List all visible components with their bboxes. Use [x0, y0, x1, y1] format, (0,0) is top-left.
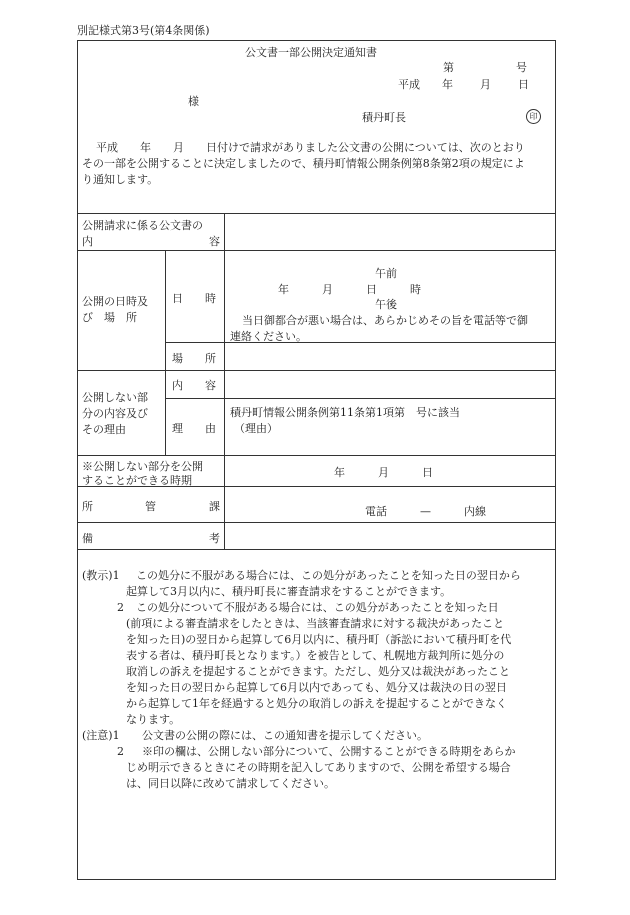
chui-2-num: 2 [117, 745, 124, 758]
row6-label-b: 考 [209, 532, 220, 545]
row2-gogo: 午後 [375, 298, 397, 311]
number-go: 号 [516, 61, 527, 74]
table-top-border [77, 213, 556, 214]
row2-label-line2: び 場 所 [82, 311, 137, 324]
row2-label-line1: 公開の日時及 [82, 295, 148, 308]
row4-date: 年 月 日 [334, 466, 433, 479]
kyouji-1-line1: この処分に不服がある場合には、この処分があったことを知った日の翌日から [136, 569, 521, 582]
chui-2-line2: じめ明示できるときにその時期を記入してありますので、公開を希望する場合 [126, 761, 511, 774]
table-bottom-border [77, 549, 556, 550]
date-month: 月 [480, 78, 491, 91]
row3-sub-content: 内 容 [172, 379, 216, 392]
row2-sub-place: 場 所 [172, 352, 216, 365]
number-dai: 第 [443, 61, 454, 74]
date-year: 年 [442, 78, 453, 91]
table-col-divider [224, 213, 225, 549]
row3-reason-line1: 積丹町情報公開条例第11条第1項第 号に該当 [230, 406, 460, 419]
row3-label-line1: 公開しない部 [82, 391, 148, 404]
row2-sub-datetime: 日 時 [172, 292, 216, 305]
row-divider-2a [165, 342, 556, 343]
intro-line-2: その一部を公開することに決定しましたので、積丹町情報公開条例第8条第2項の規定によ [82, 157, 525, 170]
row1-label-line1: 公開請求に係る公文書の [82, 219, 203, 232]
row2-note-line1: 当日御都合が悪い場合は、あらかじめその旨を電話等で御 [242, 314, 528, 327]
row-divider-5 [77, 522, 556, 523]
row-divider-3 [77, 455, 556, 456]
row-divider-1 [77, 250, 556, 251]
kyouji-2-line1: この処分について不服がある場合には、この処分があったことを知った日 [136, 601, 499, 614]
kyouji-2-line6: を知った日の翌日から起算して6月以内であっても、処分又は裁決の日の翌日 [126, 681, 507, 694]
kyouji-label: (教示)1 [82, 569, 120, 582]
row2-date-line: 年 月 日 時 [278, 283, 421, 296]
kyouji-2-line3: を知った日)の翌日から起算して6月以内に、積丹町（訴訟において積丹町を代 [126, 633, 512, 646]
kyouji-2-line5: 取消しの訴えを提起することができます。ただし、処分又は裁決があったこと [126, 665, 511, 678]
row5-label-c: 課 [209, 500, 220, 513]
row1-label-line2a: 内 [82, 235, 93, 248]
kyouji-2-line8: なります。 [126, 713, 181, 726]
kyouji-2-line2: (前項による審査請求をしたときは、当該審査請求に対する裁決があったこと [126, 617, 505, 630]
intro-line-1: 平成 年 月 日付けで請求がありました公文書の公開については、次のとおり [96, 141, 525, 154]
row3-label-line3: その理由 [82, 423, 126, 436]
kyouji-1-line2: 起算して3月以内に、積丹町長に審査請求をすることができます。 [126, 585, 452, 598]
row6-label-a: 備 [82, 532, 93, 545]
row4-label-line1: ※公開しない部分を公開 [82, 460, 203, 473]
row5-label-b: 管 [145, 500, 156, 513]
row1-label-line2b: 容 [209, 235, 220, 248]
row2-note-line2: 連絡ください。 [230, 330, 307, 343]
seal-stamp: 印 [526, 109, 541, 124]
row5-tel: 電話 — 内線 [365, 505, 486, 518]
chui-label: (注意)1 [82, 729, 120, 742]
row-divider-3a [165, 398, 556, 399]
document-title: 公文書一部公開決定通知書 [245, 46, 377, 59]
row2-gozen: 午前 [375, 267, 397, 280]
row5-label-a: 所 [82, 500, 93, 513]
kyouji-2-line7: から起算して1年を経過すると処分の取消しの訴えを提起することができなく [126, 697, 507, 710]
date-day: 日 [518, 78, 529, 91]
date-heisei: 平成 [398, 78, 420, 91]
chui-2-line1: ※印の欄は、公開しない部分について、公開することができる時期をあらか [142, 745, 516, 758]
row3-sub-reason: 理 由 [172, 422, 216, 435]
subcol-divider [165, 250, 166, 455]
chui-2-line3: は、同日以降に改めて請求してください。 [126, 777, 335, 790]
row4-label-line2: することができる時期 [82, 474, 192, 487]
addressee-sama: 様 [188, 95, 199, 108]
chui-1-line1: 公文書の公開の際には、この通知書を提示してください。 [142, 729, 428, 742]
kyouji-2-num: 2 [117, 601, 124, 614]
mayor-name: 積丹町長 [362, 111, 406, 124]
form-label: 別記様式第3号(第4条関係) [77, 24, 210, 37]
row3-reason-line2: （理由） [234, 422, 278, 435]
row3-label-line2: 分の内容及び [82, 407, 148, 420]
kyouji-2-line4: 表する者は、積丹町長となります。）を被告として、札幌地方裁判所に処分の [126, 649, 505, 662]
row-divider-2 [77, 370, 556, 371]
intro-line-3: り通知します。 [82, 173, 159, 186]
